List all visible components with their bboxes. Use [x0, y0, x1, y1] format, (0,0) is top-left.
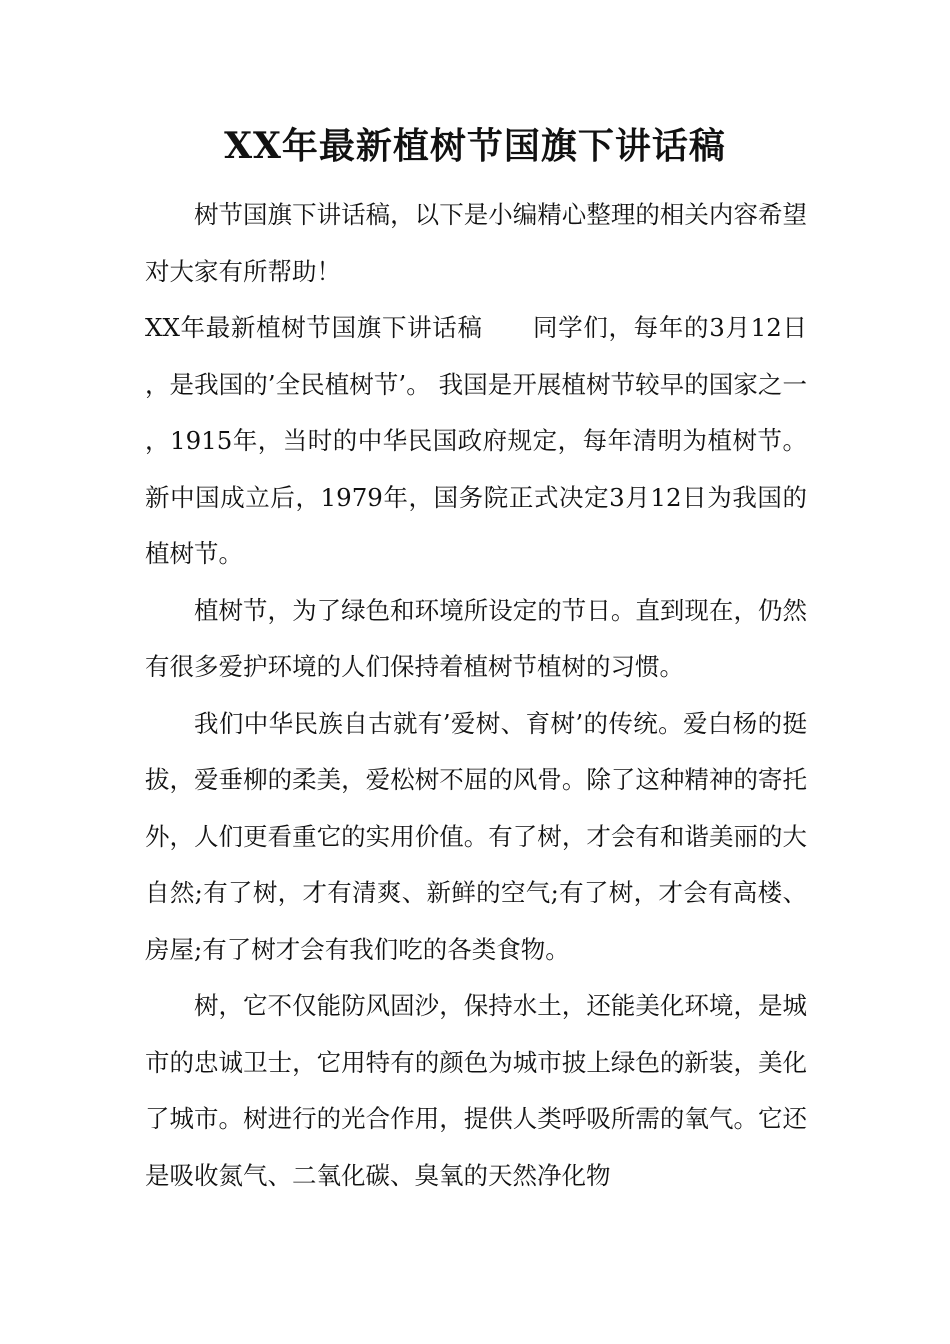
- paragraph-arbor-day: 植树节，为了绿色和环境所设定的节日。直到现在，仍然有很多爱护环境的人们保持着植树节植树的习惯。: [145, 595, 807, 681]
- paragraph-tradition: 我们中华民族自古就有’爱树、育树’的传统。爱白杨的挺拔，爱垂柳的柔美，爱松树不屈的风骨。除了这种精神的寄托外，人们更看重它的实用价值。有了树，才会有和谐美丽的大自然;有了树，才有清爽、新鲜的空气;有了树，才会有高楼、房屋;有了树才会有我们吃的各类食物。: [145, 708, 807, 964]
- paragraph-opening: XX年最新植树节国旗下讲话稿 同学们，每年的3月12日，是我国的’全民植树节’。 我国是开展植树节较早的国家之一，1915年，当时的中华民国政府规定，每年清明为植树节。新中国成立后，1979年，国务院正式决定3月12日为我国的植树节。: [145, 313, 807, 568]
- page-title: XX年最新植树节国旗下讲话稿: [224, 125, 726, 167]
- paragraph-tree-benefits: 树，它不仅能防风固沙，保持水土，还能美化环境，是城市的忠诚卫士，它用特有的颜色为城市披上绿色的新装，美化了城市。树进行的光合作用，提供人类呼吸所需的氧气。它还是吸收氮气、二氧化碳、臭氧的天然净化物: [145, 991, 807, 1190]
- paragraph-intro: 树节国旗下讲话稿，以下是小编精心整理的相关内容希望对大家有所帮助！: [145, 200, 807, 286]
- document-body: [145, 187, 807, 1204]
